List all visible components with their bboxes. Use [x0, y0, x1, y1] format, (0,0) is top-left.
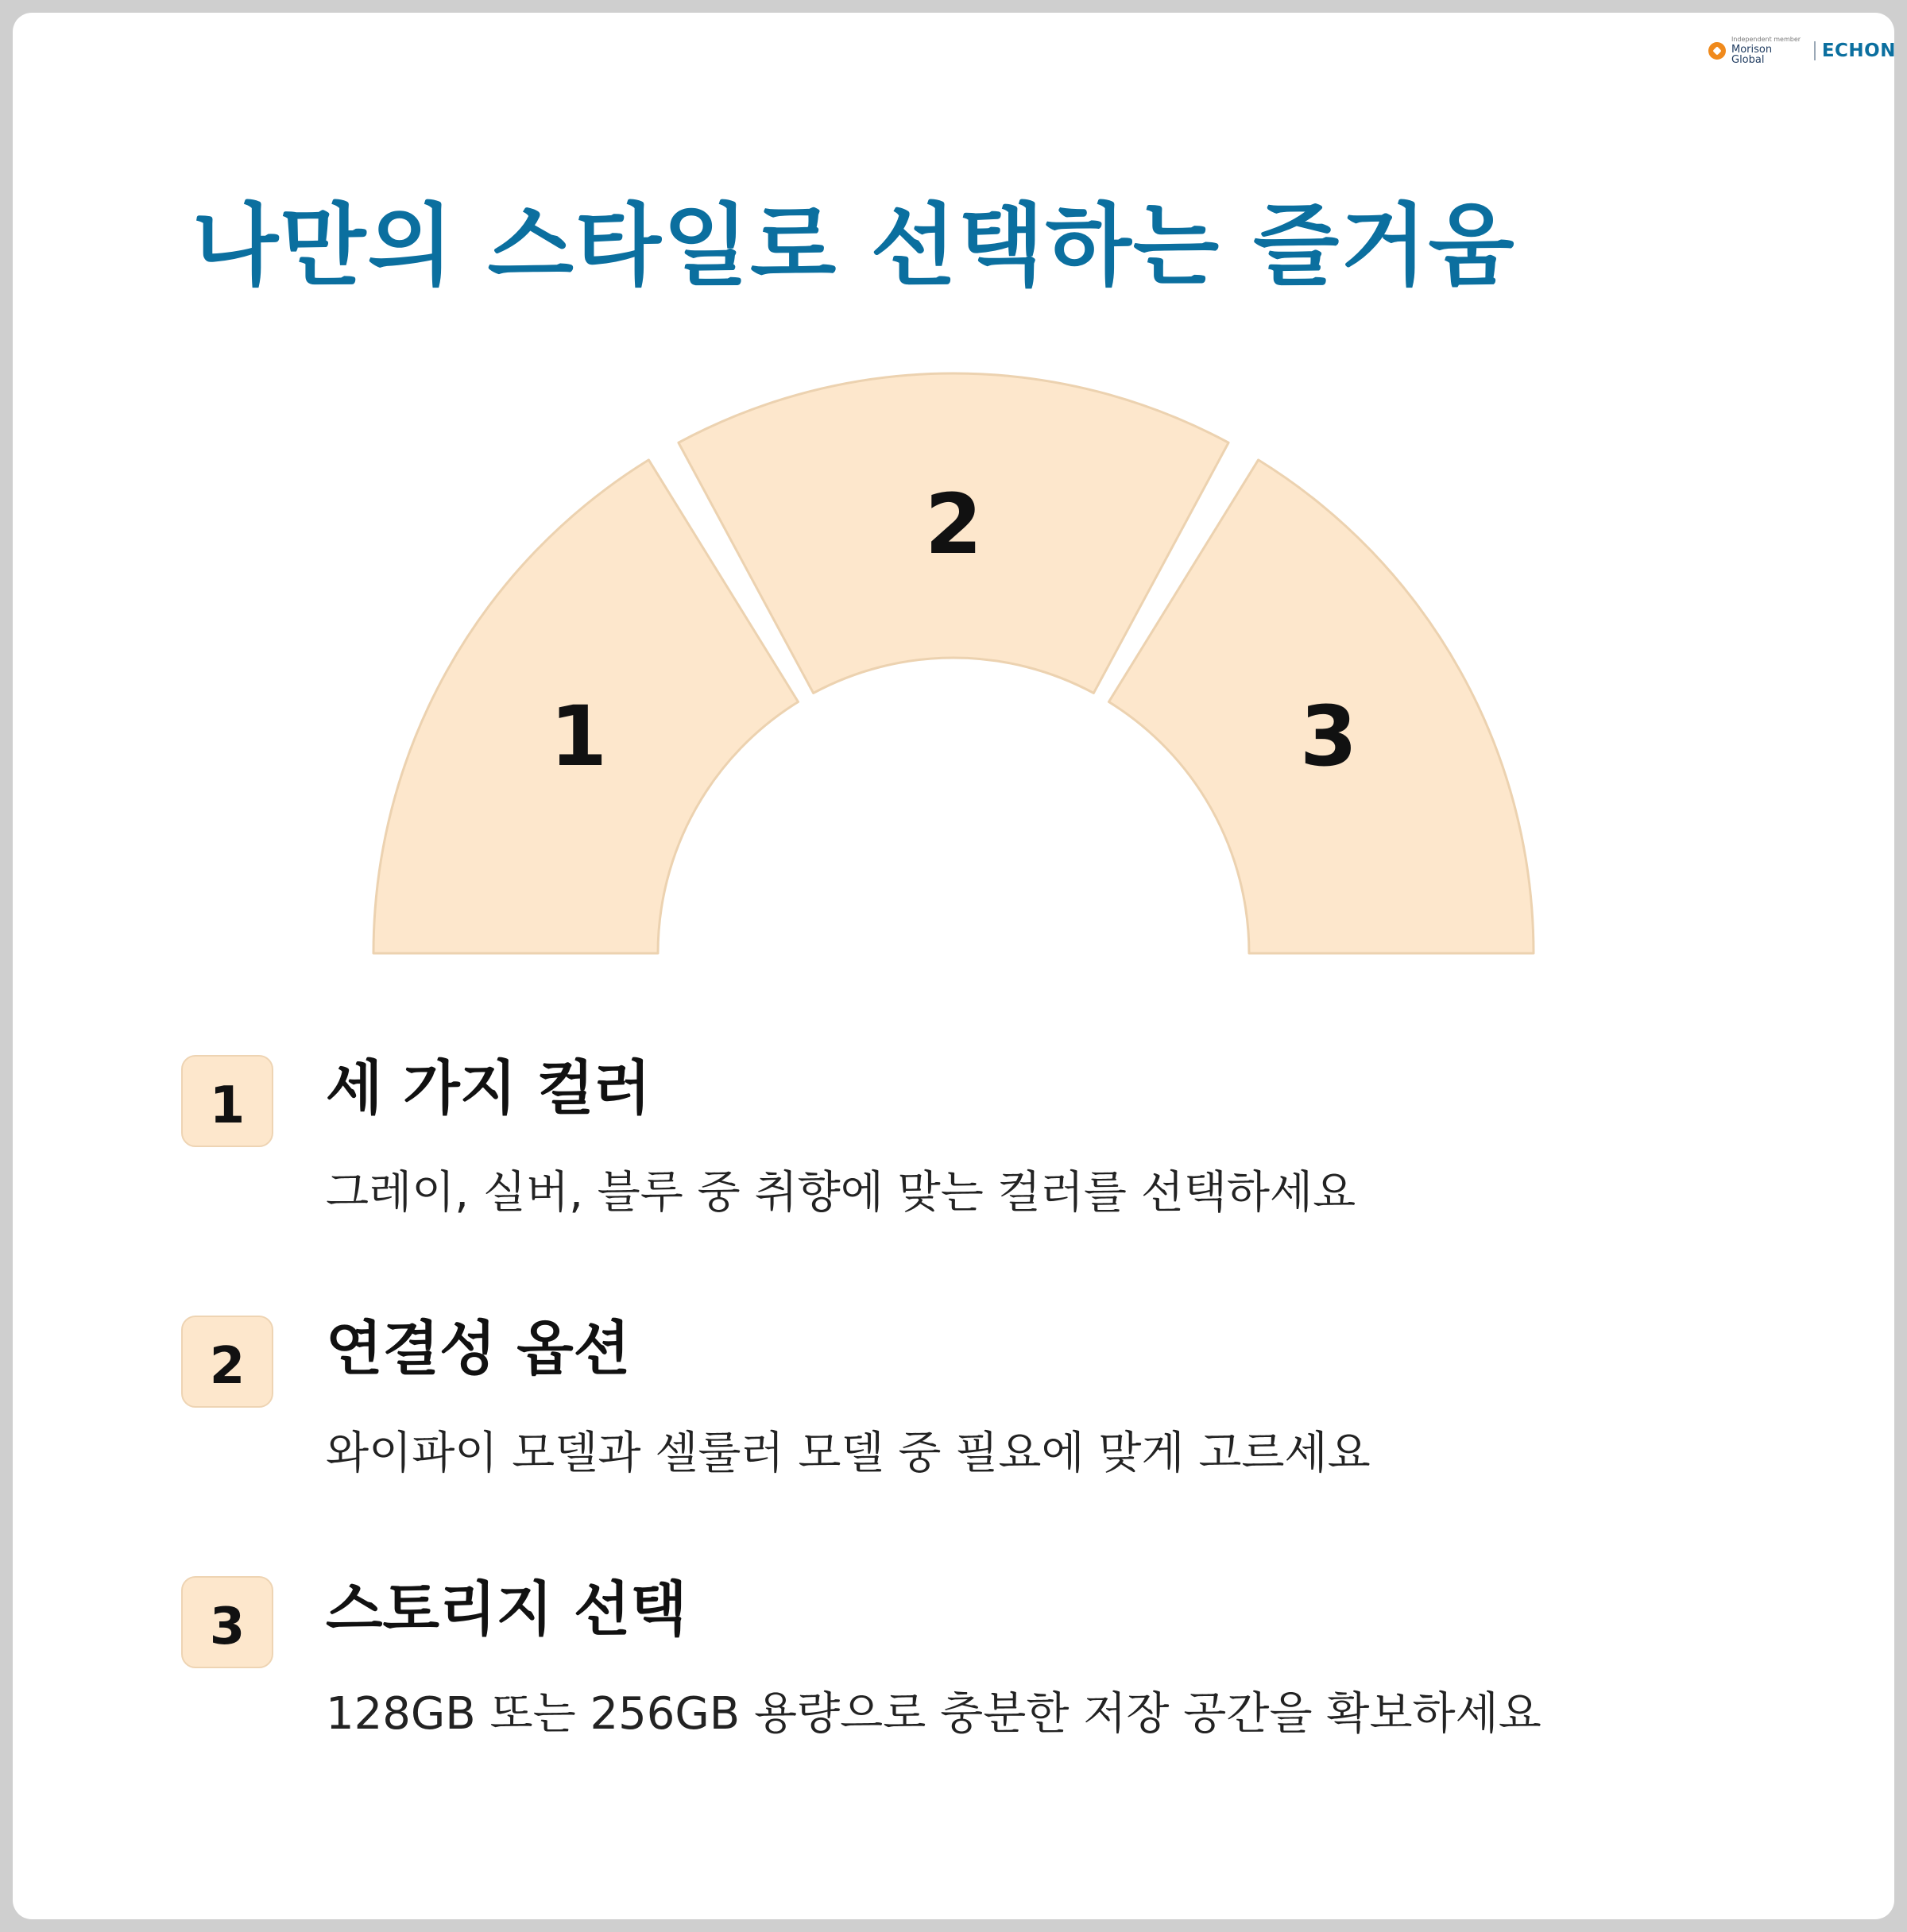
logo-name: Morison Global — [1731, 44, 1773, 66]
logo-subtitle: Independent member — [1731, 36, 1801, 43]
arch-segment-label: 2 — [924, 476, 983, 573]
slide-card — [13, 13, 1894, 1919]
list-item — [13, 1316, 1894, 1506]
logo-brand: ECHON — [1821, 41, 1896, 61]
number-badge: 1 — [181, 1055, 273, 1147]
number-badge: 2 — [181, 1316, 273, 1408]
item-description: 128GB 또는 256GB 용량으로 충분한 저장 공간을 확보하세요 — [326, 1688, 1541, 1740]
item-title: 세 가지 컬러 — [326, 1054, 651, 1122]
item-title: 연결성 옵션 — [326, 1315, 631, 1383]
arch-segment-label: 3 — [1299, 688, 1358, 785]
number-badge: 3 — [181, 1576, 273, 1668]
arch-diagram — [13, 13, 1894, 1045]
item-description: 와이파이 모델과 셀룰러 모델 중 필요에 맞게 고르세요 — [326, 1428, 1371, 1479]
item-title: 스토리지 선택 — [326, 1575, 687, 1644]
arch-segment-label: 1 — [549, 688, 608, 785]
list-item — [13, 1576, 1894, 1767]
list-item — [13, 1055, 1894, 1246]
page-title: 나만의 스타일로 선택하는 즐거움 — [192, 195, 1516, 298]
item-description: 그레이, 실버, 블루 중 취향에 맞는 컬러를 선택하세요 — [326, 1167, 1356, 1219]
